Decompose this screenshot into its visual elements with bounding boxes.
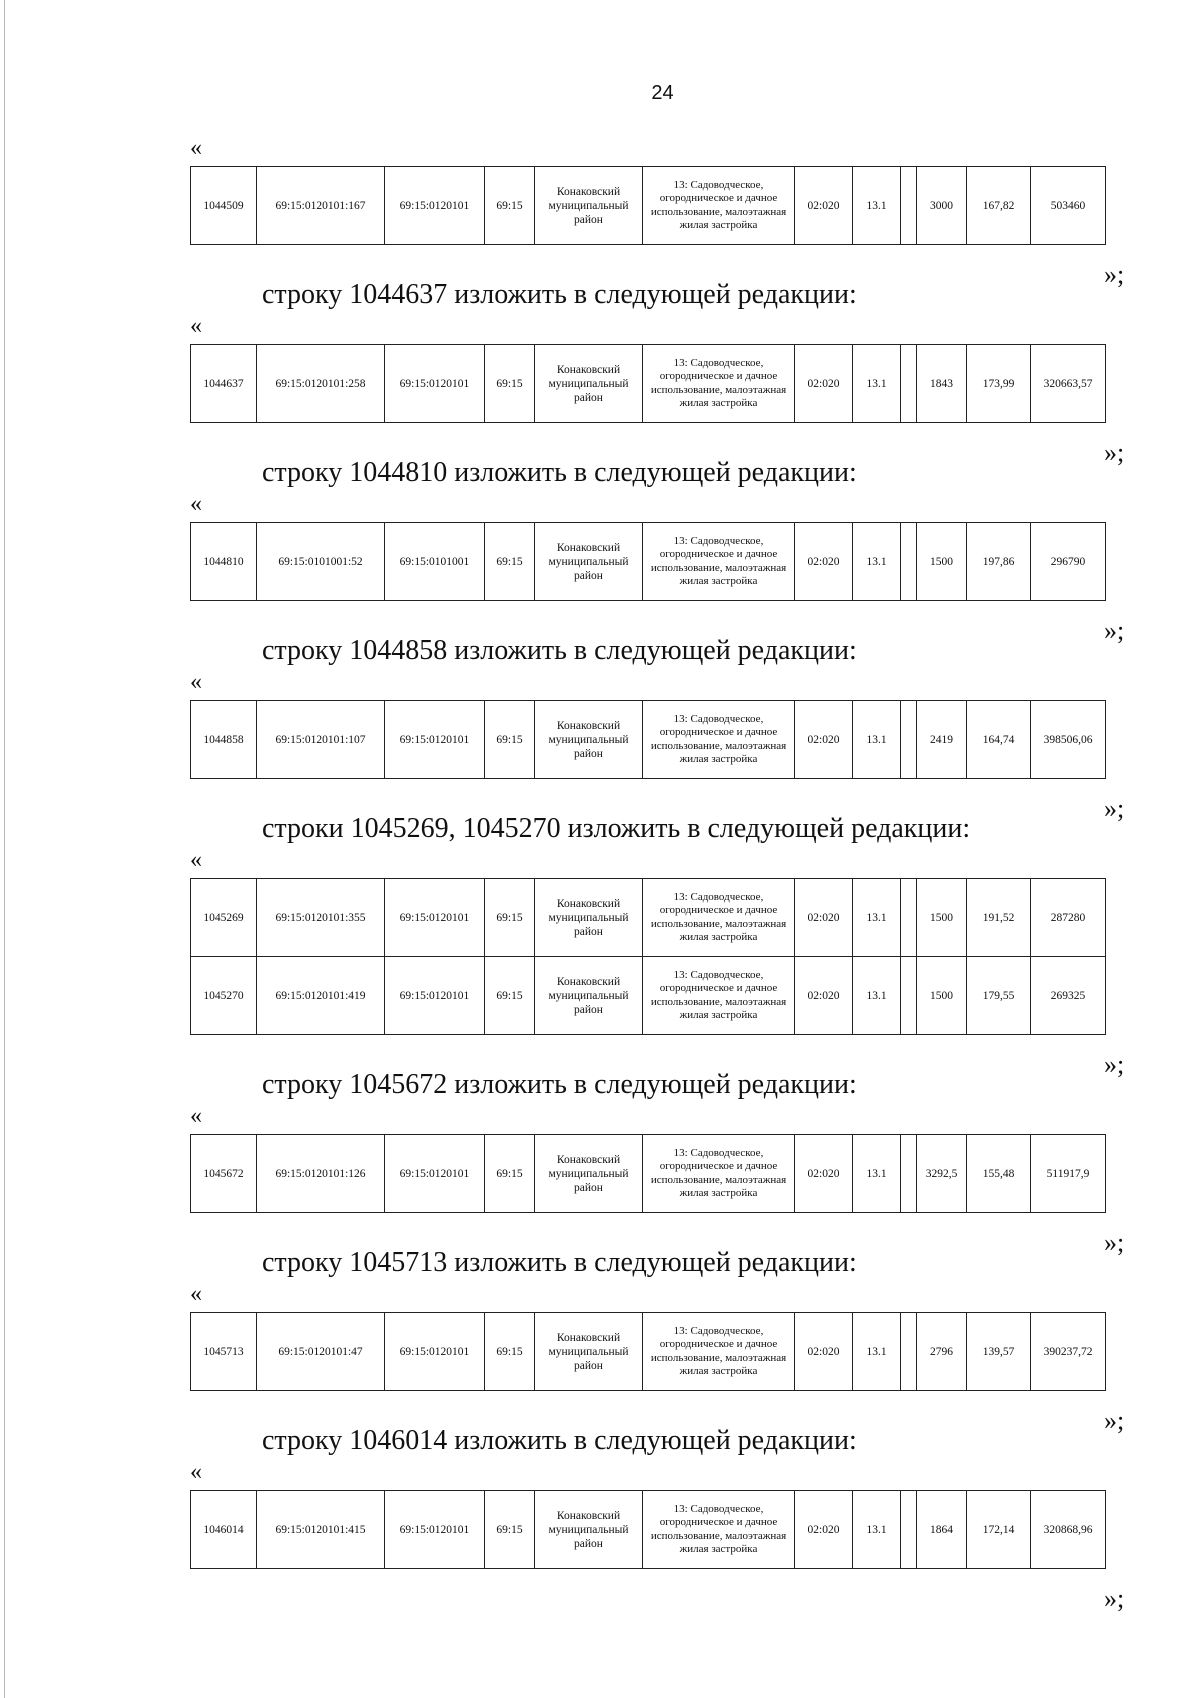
blank-cell <box>901 1135 917 1213</box>
code-cell: 02:020 <box>795 1135 853 1213</box>
opening-quote: « <box>190 1281 202 1307</box>
row-id-cell: 1045269 <box>191 879 257 957</box>
land-use-cell: 13: Садоводческое, огородническое и дачное использование, малоэтажная жилая застройка <box>643 523 795 601</box>
district-code-cell: 69:15 <box>485 167 535 245</box>
district-cell: Конаковский муниципальный район <box>535 701 643 779</box>
district-code-cell: 69:15 <box>485 523 535 601</box>
code-cell: 02:020 <box>795 957 853 1035</box>
area-cell: 3000 <box>917 167 967 245</box>
cadastral-number-cell: 69:15:0120101:258 <box>257 345 385 423</box>
closing-quote: »; <box>1104 794 1125 823</box>
closing-quote: »; <box>1104 1228 1125 1257</box>
group-cell: 13.1 <box>853 1313 901 1391</box>
opening-quote: « <box>190 1103 202 1129</box>
cadastral-value-cell: 398506,06 <box>1031 701 1106 779</box>
cadastral-quarter-cell: 69:15:0120101 <box>385 167 485 245</box>
row-id-cell: 1045672 <box>191 1135 257 1213</box>
cadastral-value-cell: 287280 <box>1031 879 1106 957</box>
specific-value-cell: 139,57 <box>967 1313 1031 1391</box>
land-use-cell: 13: Садоводческое, огородническое и дачное использование, малоэтажная жилая застройка <box>643 1135 795 1213</box>
group-cell: 13.1 <box>853 345 901 423</box>
code-cell: 02:020 <box>795 523 853 601</box>
registry-table <box>190 522 1106 601</box>
amendment-heading: строку 1046014 изложить в следующей редакции: <box>262 1425 857 1456</box>
group-cell: 13.1 <box>853 701 901 779</box>
registry-table <box>190 700 1106 779</box>
closing-quote: »; <box>1104 438 1125 467</box>
registry-table <box>190 1134 1106 1213</box>
district-cell: Конаковский муниципальный район <box>535 1313 643 1391</box>
page-number: 24 <box>651 82 674 104</box>
cadastral-quarter-cell: 69:15:0120101 <box>385 957 485 1035</box>
cadastral-number-cell: 69:15:0120101:355 <box>257 879 385 957</box>
district-code-cell: 69:15 <box>485 957 535 1035</box>
area-cell: 1843 <box>917 345 967 423</box>
blank-cell <box>901 879 917 957</box>
area-cell: 3292,5 <box>917 1135 967 1213</box>
table-row <box>191 1313 1106 1391</box>
cadastral-quarter-cell: 69:15:0120101 <box>385 1313 485 1391</box>
cadastral-number-cell: 69:15:0120101:47 <box>257 1313 385 1391</box>
district-code-cell: 69:15 <box>485 345 535 423</box>
table-row <box>191 167 1106 245</box>
cadastral-number-cell: 69:15:0120101:419 <box>257 957 385 1035</box>
registry-table <box>190 1490 1106 1569</box>
cadastral-number-cell: 69:15:0120101:415 <box>257 1491 385 1569</box>
land-use-cell: 13: Садоводческое, огородническое и дачное использование, малоэтажная жилая застройка <box>643 345 795 423</box>
cadastral-quarter-cell: 69:15:0120101 <box>385 1491 485 1569</box>
opening-quote: « <box>190 1459 202 1485</box>
district-cell: Конаковский муниципальный район <box>535 957 643 1035</box>
district-cell: Конаковский муниципальный район <box>535 1135 643 1213</box>
district-cell: Конаковский муниципальный район <box>535 879 643 957</box>
group-cell: 13.1 <box>853 1135 901 1213</box>
opening-quote: « <box>190 313 202 339</box>
row-id-cell: 1045270 <box>191 957 257 1035</box>
district-cell: Конаковский муниципальный район <box>535 523 643 601</box>
group-cell: 13.1 <box>853 879 901 957</box>
registry-table <box>190 344 1106 423</box>
area-cell: 1500 <box>917 879 967 957</box>
blank-cell <box>901 957 917 1035</box>
cadastral-quarter-cell: 69:15:0101001 <box>385 523 485 601</box>
cadastral-value-cell: 320663,57 <box>1031 345 1106 423</box>
blank-cell <box>901 523 917 601</box>
specific-value-cell: 172,14 <box>967 1491 1031 1569</box>
land-use-cell: 13: Садоводческое, огородническое и дачное использование, малоэтажная жилая застройка <box>643 1491 795 1569</box>
district-code-cell: 69:15 <box>485 1313 535 1391</box>
cadastral-number-cell: 69:15:0120101:167 <box>257 167 385 245</box>
blank-cell <box>901 1491 917 1569</box>
code-cell: 02:020 <box>795 1491 853 1569</box>
closing-quote: »; <box>1104 1584 1125 1613</box>
row-id-cell: 1044509 <box>191 167 257 245</box>
amendment-heading: строку 1045713 изложить в следующей редакции: <box>262 1247 857 1278</box>
table-row <box>191 345 1106 423</box>
area-cell: 2796 <box>917 1313 967 1391</box>
district-code-cell: 69:15 <box>485 879 535 957</box>
amendment-heading: строку 1044637 изложить в следующей редакции: <box>262 279 857 310</box>
code-cell: 02:020 <box>795 879 853 957</box>
cadastral-value-cell: 269325 <box>1031 957 1106 1035</box>
land-use-cell: 13: Садоводческое, огородническое и дачное использование, малоэтажная жилая застройка <box>643 167 795 245</box>
district-code-cell: 69:15 <box>485 1491 535 1569</box>
cadastral-number-cell: 69:15:0101001:52 <box>257 523 385 601</box>
opening-quote: « <box>190 135 202 161</box>
closing-quote: »; <box>1104 260 1125 289</box>
cadastral-quarter-cell: 69:15:0120101 <box>385 345 485 423</box>
cadastral-value-cell: 320868,96 <box>1031 1491 1106 1569</box>
cadastral-value-cell: 503460 <box>1031 167 1106 245</box>
code-cell: 02:020 <box>795 1313 853 1391</box>
opening-quote: « <box>190 491 202 517</box>
land-use-cell: 13: Садоводческое, огородническое и дачное использование, малоэтажная жилая застройка <box>643 1313 795 1391</box>
amendment-heading: строки 1045269, 1045270 изложить в следующей редакции: <box>262 813 971 844</box>
district-code-cell: 69:15 <box>485 1135 535 1213</box>
group-cell: 13.1 <box>853 957 901 1035</box>
registry-table <box>190 1312 1106 1391</box>
area-cell: 1864 <box>917 1491 967 1569</box>
table-row <box>191 523 1106 601</box>
table-row <box>191 701 1106 779</box>
group-cell: 13.1 <box>853 1491 901 1569</box>
district-code-cell: 69:15 <box>485 701 535 779</box>
group-cell: 13.1 <box>853 523 901 601</box>
code-cell: 02:020 <box>795 167 853 245</box>
land-use-cell: 13: Садоводческое, огородническое и дачное использование, малоэтажная жилая застройка <box>643 701 795 779</box>
opening-quote: « <box>190 669 202 695</box>
scan-margin-line <box>4 0 5 1698</box>
land-use-cell: 13: Садоводческое, огородническое и дачное использование, малоэтажная жилая застройка <box>643 957 795 1035</box>
table-row <box>191 957 1106 1035</box>
cadastral-number-cell: 69:15:0120101:107 <box>257 701 385 779</box>
specific-value-cell: 155,48 <box>967 1135 1031 1213</box>
cadastral-value-cell: 390237,72 <box>1031 1313 1106 1391</box>
closing-quote: »; <box>1104 616 1125 645</box>
closing-quote: »; <box>1104 1050 1125 1079</box>
cadastral-value-cell: 511917,9 <box>1031 1135 1106 1213</box>
district-cell: Конаковский муниципальный район <box>535 345 643 423</box>
closing-quote: »; <box>1104 1406 1125 1435</box>
cadastral-quarter-cell: 69:15:0120101 <box>385 701 485 779</box>
specific-value-cell: 173,99 <box>967 345 1031 423</box>
cadastral-value-cell: 296790 <box>1031 523 1106 601</box>
area-cell: 1500 <box>917 523 967 601</box>
district-cell: Конаковский муниципальный район <box>535 1491 643 1569</box>
cadastral-quarter-cell: 69:15:0120101 <box>385 1135 485 1213</box>
row-id-cell: 1046014 <box>191 1491 257 1569</box>
group-cell: 13.1 <box>853 167 901 245</box>
row-id-cell: 1044858 <box>191 701 257 779</box>
land-use-cell: 13: Садоводческое, огородническое и дачное использование, малоэтажная жилая застройка <box>643 879 795 957</box>
specific-value-cell: 179,55 <box>967 957 1031 1035</box>
registry-table <box>190 878 1106 1035</box>
code-cell: 02:020 <box>795 345 853 423</box>
cadastral-quarter-cell: 69:15:0120101 <box>385 879 485 957</box>
code-cell: 02:020 <box>795 701 853 779</box>
area-cell: 1500 <box>917 957 967 1035</box>
table-row <box>191 1491 1106 1569</box>
blank-cell <box>901 167 917 245</box>
area-cell: 2419 <box>917 701 967 779</box>
specific-value-cell: 197,86 <box>967 523 1031 601</box>
amendment-heading: строку 1045672 изложить в следующей редакции: <box>262 1069 857 1100</box>
opening-quote: « <box>190 847 202 873</box>
district-cell: Конаковский муниципальный район <box>535 167 643 245</box>
blank-cell <box>901 701 917 779</box>
row-id-cell: 1044810 <box>191 523 257 601</box>
amendment-heading: строку 1044810 изложить в следующей редакции: <box>262 457 857 488</box>
row-id-cell: 1044637 <box>191 345 257 423</box>
blank-cell <box>901 1313 917 1391</box>
specific-value-cell: 167,82 <box>967 167 1031 245</box>
table-row <box>191 879 1106 957</box>
specific-value-cell: 191,52 <box>967 879 1031 957</box>
registry-table <box>190 166 1106 245</box>
table-row <box>191 1135 1106 1213</box>
specific-value-cell: 164,74 <box>967 701 1031 779</box>
amendment-heading: строку 1044858 изложить в следующей редакции: <box>262 635 857 666</box>
row-id-cell: 1045713 <box>191 1313 257 1391</box>
cadastral-number-cell: 69:15:0120101:126 <box>257 1135 385 1213</box>
blank-cell <box>901 345 917 423</box>
